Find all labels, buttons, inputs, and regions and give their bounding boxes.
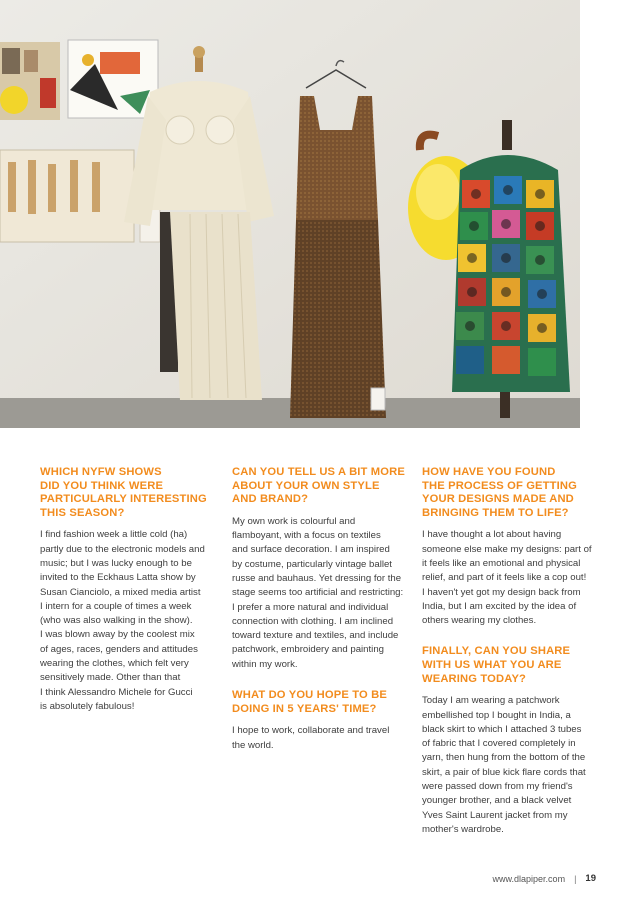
section-heading: CAN YOU TELL US A BIT MORE ABOUT YOUR OWN STYLE AND BRAND?: [232, 466, 405, 506]
section-body: I have thought a lot about having someone else make my designs: part of it feels like an emotional and physical relief, and part of it feels like a cop out! I haven't yet got my design back from India, but I am excited by the idea of others wearing my clothes.: [422, 529, 592, 627]
section-body: Today I am wearing a patchwork embellished top I bought in India, a black skirt to which I attached 3 tubes of fabric that I covered completely in yarn, then hung from the bottom of the skirt, a pair of blue kick flare cords that were passed down from my friend's younger brother, and a black velvet Yves Saint Laurent jacket from my mother's wardrobe.: [422, 695, 586, 835]
footer-url-link[interactable]: www.dlapiper.com: [492, 873, 566, 884]
section-heading: WHAT DO YOU HOPE TO BE DOING IN 5 YEARS' TIME?: [232, 689, 387, 715]
page-number: 19: [585, 873, 596, 884]
section-heading: HOW HAVE YOU FOUND THE PROCESS OF GETTING YOUR DESIGNS MADE AND BRINGING THEM TO LIFE?: [422, 466, 577, 519]
section-heading: FINALLY, CAN YOU SHARE WITH US WHAT YOU ARE WEARING TODAY?: [422, 645, 571, 685]
section-body: I find fashion week a little cold (ha) partly due to the electronic models and music; but I was lucky enough to be invited to the Eckhaus Latta show by Susan Cianciolo, a mixed media artist I intern for a couple of times a week (who was also walking in the show). I was blown away by the coolest mix of ages, races, genders and attitudes wearing the clothes, which felt very sensitively made. Other than that I think Alessandro Michele for Gucci is absolutely fabulous!: [40, 529, 205, 712]
page-footer: [493, 873, 596, 884]
section-body: I hope to work, collaborate and travel the world.: [232, 725, 390, 751]
section-heading: WHICH NYFW SHOWS DID YOU THINK WERE PARTICULARLY INTERESTING THIS SEASON?: [40, 466, 207, 519]
footer-separator: |: [574, 873, 577, 884]
column-3: [422, 466, 598, 854]
column-2: [232, 466, 408, 770]
column-1: [40, 466, 216, 731]
garments-photo: [0, 0, 580, 428]
section-body: My own work is colourful and flamboyant, with a focus on textiles and surface decoration. I am inspired by costume, particularly vintage ballet russe and bauhaus. Yet dressing for the stage seems too artificial and restricting: I prefer a more natural and individual connection with clothing. I am inclined toward texture and textiles, and include patchwork, embroidery and painting within my work.: [232, 515, 404, 670]
